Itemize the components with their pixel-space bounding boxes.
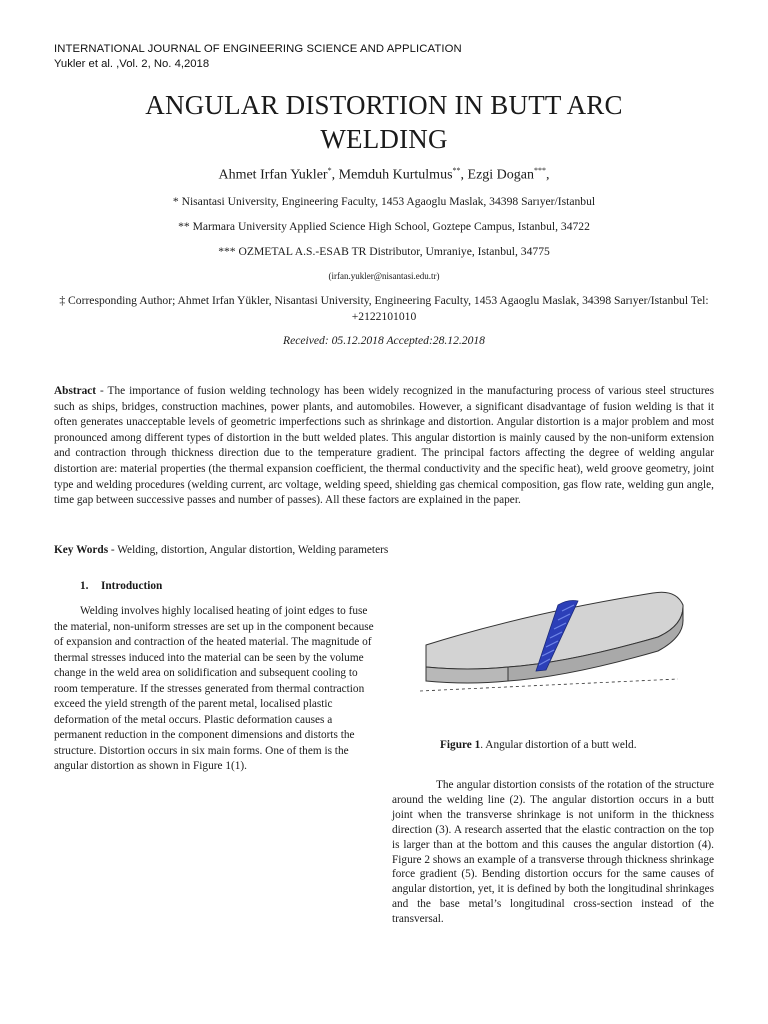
abstract-text: - The importance of fusion welding technology has been widely recognized in the manufacturing process of various steel structures such as ships, bridges, construction machines, power plants, and automobiles. However, a significant disadvantage of fusion welding is that it often generates unacceptable levels of geometric imperfections such as shrinkage and distortion. Angular distortion is a major problem and most pronounced among different types of distortion in the butt welded plates. This angular distortion is mainly caused by the non-uniform extension and contraction through thickness direction due to the temperature gradient. The principal factors affecting the degree of welding angular distortion are: material properties (the thermal expansion coefficient, the thermal conductivity and the specific heat), weld groove geometry, joint type and welding procedures (welding current, arc voltage, welding speed, shielding gas chemical composition, gas flow rate, welding gun angle, time gap between successive passes and number of passes). All these factors are explained in the paper.: [54, 385, 714, 507]
affiliation-3: *** OZMETAL A.S.-ESAB TR Distributor, Umraniye, Istanbul, 34775: [218, 245, 550, 258]
author-sep: ,: [546, 167, 550, 183]
author-sep: ,: [460, 167, 468, 183]
keywords-text: - Welding, distortion, Angular distortion, Welding parameters: [108, 544, 389, 556]
affiliation-1: * Nisantasi University, Engineering Faculty, 1453 Agaoglu Maslak, 34398 Sarıyer/Istanbul: [172, 195, 596, 208]
title-line-1: ANGULAR DISTORTION IN BUTT ARC: [145, 90, 623, 120]
section-heading: [80, 580, 162, 592]
title-line-2: WELDING: [320, 124, 448, 154]
journal-name: INTERNATIONAL JOURNAL OF ENGINEERING SCIENCE AND APPLICATION: [54, 43, 462, 55]
intro-paragraph: Welding involves highly localised heating of joint edges to fuse the material, non-uniform stresses are set up in the component because of expansion and contraction of the heated material. The magnitude of thermal stresses induced into the material can be seen by the volume change in the weld area on solidification and subsequent cooling to room temperature. If the stresses generated from thermal contraction exceed the yield strength of the parent metal, localised plastic deformation of the metal occurs. Plastic deformation causes a permanent reduction in the component dimensions and distorts the structure. Distortion occurs in six main forms. One of them is the angular distortion as shown in Figure 1(1).: [54, 605, 374, 772]
section-number: 1.: [80, 580, 89, 592]
figure-1-caption: [440, 739, 637, 751]
abstract: [54, 384, 714, 509]
journal-header: [54, 42, 462, 72]
received-dates: Received: 05.12.2018 Accepted:28.12.2018: [283, 334, 485, 347]
author-2-mark: **: [452, 166, 461, 175]
author-3: Ezgi Dogan: [467, 167, 535, 183]
keywords: [54, 544, 714, 556]
author-3-mark: ***: [534, 166, 547, 175]
abstract-label: Abstract: [54, 385, 97, 397]
volume-info: Yukler et al. ,Vol. 2, No. 4,2018: [54, 58, 210, 70]
figure-1-image: [408, 575, 688, 715]
author-sep: ,: [331, 167, 339, 183]
figure-caption-text: . Angular distortion of a butt weld.: [480, 739, 637, 751]
author-1-mark: *: [327, 166, 332, 175]
corresponding-author: ‡ Corresponding Author; Ahmet Irfan Yükler, Nisantasi University, Engineering Faculty, 1453 Agaoglu Maslak, 34398 Sarıyer/Istanbul Tel: +2122101010: [59, 294, 709, 323]
authors: [0, 166, 768, 184]
keywords-label: Key Words: [54, 544, 109, 556]
author-1: Ahmet Irfan Yukler: [218, 167, 328, 183]
figure-label: Figure 1: [440, 739, 481, 751]
paper-title: [0, 88, 768, 156]
author-email: (irfan.yukler@nisantasi.edu.tr): [328, 271, 440, 281]
plate-front-edge: [426, 667, 508, 683]
right-column-paragraph: The angular distortion consists of the rotation of the structure around the welding line (2). The angular distortion occurs in a butt joint when the transverse shrinkage is not uniform in the thickness direction (3). A research asserted that the elastic contraction on the top is larger than at the bottom and this causes the angular distortion (4). Figure 2 shows an example of a transverse through thickness shrinkage force gradient (5). Bending distortion occurs for the same causes of angular distortion, yet, it is defined by both the longitudinal shrinkages and the base metal’s longitudinal cross-section instead of the transversal.: [392, 779, 714, 926]
affiliation-2: ** Marmara University Applied Science High School, Goztepe Campus, Istanbul, 34722: [178, 220, 590, 233]
author-2: Memduh Kurtulmus: [338, 167, 453, 183]
section-title: Introduction: [101, 580, 163, 592]
